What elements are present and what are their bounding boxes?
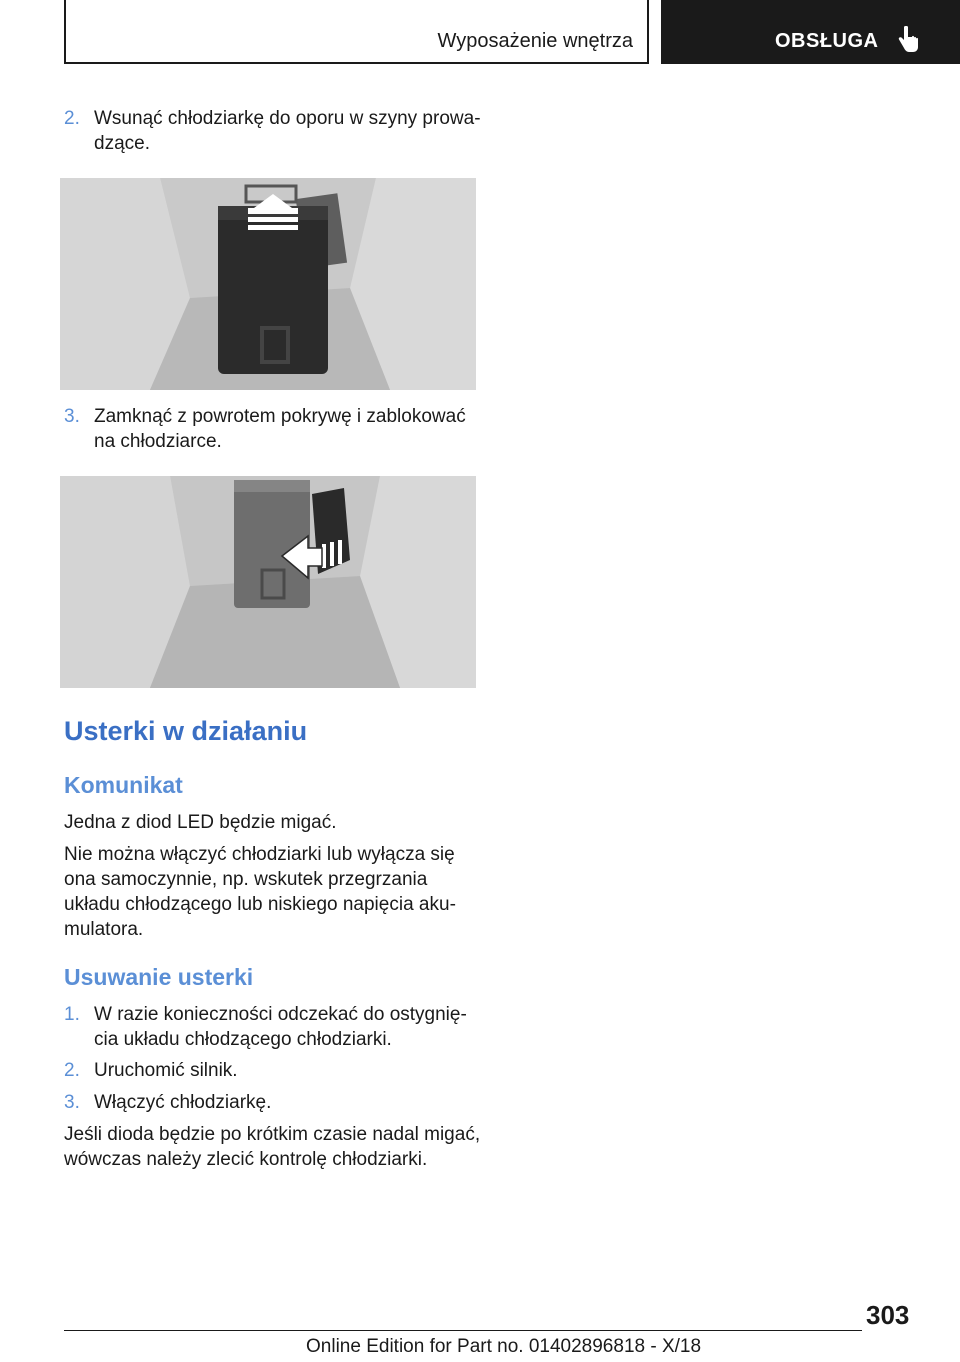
paragraph: Jedna z diod LED będzie migać. (64, 812, 337, 833)
heading-faults: Usterki w działaniu (64, 716, 308, 746)
footer-edition: Online Edition for Part no. 01402896818 - X/18 (306, 1336, 702, 1357)
paragraph: Nie można włączyć chłodziarki lub wyłącza się ona samoczynnie, np. wskutek przegrzania układu chłodzącego lub niskiego napięcia akumulatora. (64, 844, 456, 940)
step-number: 2. (64, 108, 80, 129)
footer-divider (64, 1330, 862, 1331)
heading-message: Komunikat (64, 772, 183, 798)
page-number: 303 (866, 1300, 910, 1330)
chapter-title: OBSŁUGA (775, 30, 879, 52)
step-number: 1. (64, 1004, 80, 1025)
step-item (64, 404, 484, 454)
step-item (64, 1090, 484, 1115)
step-item (64, 1058, 484, 1083)
step-text: W razie konieczności odczekać do ostygnięcia układu chłodzącego chłodziarki. (94, 1004, 467, 1050)
section-title: Wyposażenie wnętrza (437, 30, 633, 52)
heading-troubleshooting: Usuwanie usterki (64, 964, 254, 990)
hand-pointer-icon (897, 26, 919, 54)
photo-close-lid (60, 476, 476, 688)
photo-insert-cooler (60, 178, 476, 390)
step-text: Zamknąć z powrotem pokrywę i zablokować na chłodziarce. (94, 406, 466, 452)
step-number: 3. (64, 1092, 80, 1113)
header-section-box (64, 0, 649, 64)
step-text: Włączyć chłodziarkę. (94, 1092, 272, 1113)
step-item (64, 1002, 484, 1052)
step-number: 3. (64, 406, 80, 427)
step-text: Wsunąć chłodziarkę do oporu w szyny prowadzące. (94, 108, 481, 154)
header-chapter-box (661, 0, 960, 64)
step-text: Uruchomić silnik. (94, 1060, 238, 1081)
paragraph-closing: Jeśli dioda będzie po krótkim czasie nadal migać, wówczas należy zlecić kontrolę chłodziarki. (64, 1124, 481, 1170)
step-item (64, 106, 484, 156)
step-number: 2. (64, 1060, 80, 1081)
